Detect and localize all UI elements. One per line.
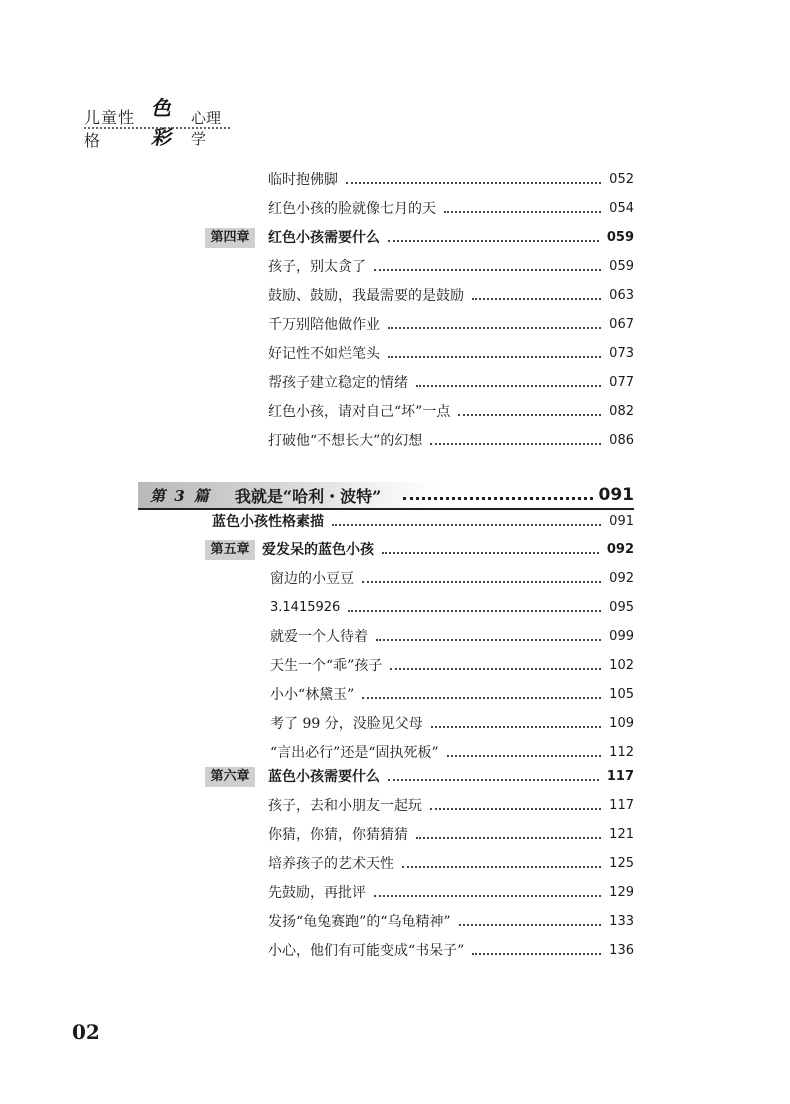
toc-entry[interactable] (268, 373, 634, 393)
dot-leader (447, 755, 602, 757)
toc-chapter-entry[interactable] (268, 767, 634, 787)
toc-entry-page: 102 (609, 658, 634, 673)
chapter-title: 蓝色小孩需要什么 (268, 769, 380, 785)
toc-entry-title: 发扬“龟兔赛跑”的“乌龟精神” (268, 914, 451, 930)
toc-entry[interactable] (270, 569, 634, 589)
dot-leader (388, 327, 601, 329)
toc-entry-title: 先鼓励，再批评 (268, 885, 366, 901)
toc-entry[interactable] (268, 199, 634, 219)
part-number: 第 3 篇 (150, 486, 211, 505)
dot-leader (430, 443, 601, 445)
dot-leader (374, 895, 601, 897)
toc-entry-page: 059 (609, 259, 634, 274)
toc-entry-page: 095 (609, 600, 634, 615)
dot-leader (444, 211, 601, 213)
toc-entry-title: 天生一个“乖”孩子 (270, 658, 383, 674)
toc-entry-page: 109 (609, 716, 634, 731)
toc-part-entry[interactable] (150, 482, 634, 508)
toc-entry-title: 蓝色小孩性格素描 (212, 514, 324, 530)
dot-leader (346, 182, 601, 184)
toc-entry-title: 鼓励、鼓励，我最需要的是鼓励 (268, 288, 464, 304)
toc-entry-page: 125 (609, 856, 634, 871)
toc-entry-page: 091 (609, 514, 634, 529)
toc-entry-page: 105 (609, 687, 634, 702)
dot-leader (459, 924, 602, 926)
part-page: 091 (598, 485, 634, 505)
toc-entry-page: 086 (609, 433, 634, 448)
dot-leader (388, 356, 601, 358)
dot-leader (362, 697, 601, 699)
toc-entry[interactable] (270, 743, 634, 763)
toc-entry[interactable] (268, 286, 634, 306)
chapter-page: 059 (606, 230, 634, 245)
chapter-title: 红色小孩需要什么 (268, 230, 380, 246)
toc-entry-page: 092 (609, 571, 634, 586)
toc-entry-page: 112 (609, 745, 634, 760)
dot-leader (430, 808, 601, 810)
dot-leader (472, 298, 601, 300)
toc-entry-title: 3.1415926 (270, 600, 341, 615)
toc-entry[interactable] (268, 854, 634, 874)
dot-leader (388, 779, 599, 781)
toc-entry-page: 117 (609, 798, 634, 813)
toc-entry-title: 红色小孩，请对自己“坏”一点 (268, 404, 451, 420)
toc-entry[interactable] (268, 344, 634, 364)
chapter-title: 爱发呆的蓝色小孩 (262, 542, 374, 558)
toc-entry-title: 帮孩子建立稳定的情绪 (268, 375, 408, 391)
toc-entry[interactable] (268, 315, 634, 335)
toc-entry[interactable] (270, 656, 634, 676)
dot-leader (402, 866, 601, 868)
dot-leader (416, 385, 601, 387)
toc-entry[interactable] (270, 627, 634, 647)
toc-entry[interactable] (268, 796, 634, 816)
dot-leader (416, 837, 601, 839)
toc-entry-title: 考了 99 分，没脸见父母 (270, 716, 423, 732)
toc-entry-title: 孩子，去和小朋友一起玩 (268, 798, 422, 814)
toc-entry-title: 培养孩子的艺术天性 (268, 856, 394, 872)
toc-entry-title: 就爱一个人待着 (270, 629, 368, 645)
header-divider (84, 127, 230, 129)
toc-chapter-entry[interactable] (268, 228, 634, 248)
toc-entry[interactable] (268, 883, 634, 903)
toc-entry-page: 099 (609, 629, 634, 644)
dot-leader (458, 414, 601, 416)
toc-entry-title: 临时抱佛脚 (268, 172, 338, 188)
toc-entry[interactable] (268, 402, 634, 422)
dot-leader (390, 668, 601, 670)
toc-entry-title: 孩子，别太贪了 (268, 259, 366, 275)
toc-entry-page: 054 (609, 201, 634, 216)
toc-entry-title: 好记性不如烂笔头 (268, 346, 380, 362)
toc-chapter-entry[interactable] (262, 540, 634, 560)
toc-entry-title: 红色小孩的脸就像七月的天 (268, 201, 436, 217)
toc-entry-page: 133 (609, 914, 634, 929)
dot-leader (431, 726, 601, 728)
chapter-page: 117 (606, 769, 634, 784)
dot-leader (388, 240, 599, 242)
dot-leader (382, 552, 599, 554)
toc-entry-title: 打破他“不想长大”的幻想 (268, 433, 423, 449)
toc-entry[interactable] (270, 714, 634, 734)
header-book-title-part3: 心理学 (191, 109, 222, 148)
toc-entry-title: “言出必行”还是“固执死板” (270, 745, 439, 761)
header-book-title-part1: 儿童性格 (84, 108, 136, 150)
toc-entry[interactable] (268, 170, 634, 190)
chapter-label: 第六章 (205, 767, 255, 787)
dot-leader (403, 497, 592, 500)
toc-entry-page: 082 (609, 404, 634, 419)
toc-entry[interactable] (268, 257, 634, 277)
toc-entry-page: 073 (609, 346, 634, 361)
part-title: 我就是“哈利・波特” (234, 486, 382, 506)
toc-entry-page: 052 (609, 172, 634, 187)
toc-entry-title: 窗边的小豆豆 (270, 571, 354, 587)
dot-leader (332, 524, 601, 526)
toc-entry[interactable] (268, 825, 634, 845)
dot-leader (362, 581, 601, 583)
toc-entry-title: 千万别陪他做作业 (268, 317, 380, 333)
chapter-page: 092 (606, 542, 634, 557)
dot-leader (374, 269, 601, 271)
dot-leader (376, 639, 601, 641)
dot-leader (472, 953, 601, 955)
chapter-label: 第五章 (205, 540, 255, 560)
toc-entry-title: 小小“林黛玉” (270, 687, 355, 703)
toc-entry[interactable] (268, 431, 634, 451)
dot-leader (348, 610, 601, 612)
toc-entry-page: 077 (609, 375, 634, 390)
toc-entry-page: 121 (609, 827, 634, 842)
toc-entry-page: 067 (609, 317, 634, 332)
chapter-label: 第四章 (205, 228, 255, 248)
page-number: 02 (72, 1020, 100, 1044)
header-book-title-part2: 色彩 (150, 96, 171, 149)
toc-entry-page: 136 (609, 943, 634, 958)
toc-entry-title: 你猜，你猜，你猜猜猜 (268, 827, 408, 843)
toc-entry[interactable] (270, 598, 634, 618)
part-divider (138, 508, 634, 510)
toc-entry[interactable] (268, 941, 634, 961)
toc-entry-page: 063 (609, 288, 634, 303)
toc-entry-title: 小心，他们有可能变成“书呆子” (268, 943, 465, 959)
toc-entry[interactable] (212, 512, 634, 532)
toc-entry[interactable] (268, 912, 634, 932)
toc-entry-page: 129 (609, 885, 634, 900)
toc-entry[interactable] (270, 685, 634, 705)
